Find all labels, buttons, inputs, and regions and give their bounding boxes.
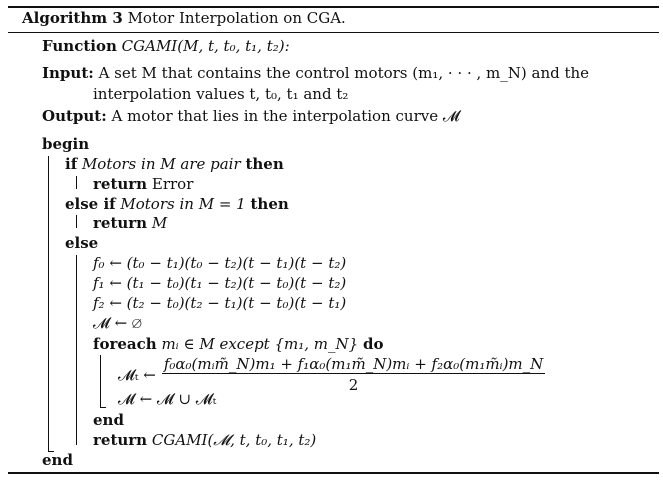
algorithm-caption xyxy=(22,9,346,27)
foreach-condition: mᵢ ∈ M except {m₁, m_N} xyxy=(161,335,359,353)
caption-title: Motor Interpolation on CGA. xyxy=(127,9,346,27)
if-condition: Motors in M are pair xyxy=(81,155,241,173)
return-keyword: return xyxy=(93,214,148,232)
input-line-1 xyxy=(42,64,589,82)
return-keyword: return xyxy=(93,431,148,449)
return-value: Error xyxy=(151,175,194,193)
if-line xyxy=(65,155,284,173)
output-label: Output: xyxy=(42,107,107,125)
return-error-line xyxy=(93,175,193,193)
return-m-line xyxy=(93,214,167,232)
function-keyword: Function xyxy=(42,37,117,55)
return-recursive-line xyxy=(93,431,316,449)
input-text-1: A set M that contains the control motors (m₁, · · · , m_N) and the xyxy=(98,64,590,82)
mt-assignment xyxy=(118,355,545,394)
input-label: Input: xyxy=(42,64,94,82)
mt-denominator: 2 xyxy=(162,373,545,394)
mt-fraction xyxy=(162,355,545,394)
caption-rule xyxy=(8,32,659,33)
top-rule xyxy=(8,6,659,8)
return-keyword: return xyxy=(93,175,148,193)
do-keyword: do xyxy=(362,335,384,353)
input-line-2: interpolation values t, t₀, t₁ and t₂ xyxy=(93,85,349,103)
elseif-block-bar xyxy=(76,215,77,228)
begin-block-bar xyxy=(48,156,49,451)
foreach-keyword: foreach xyxy=(93,335,157,353)
if-keyword: if xyxy=(65,155,78,173)
function-line xyxy=(42,37,290,55)
elseif-keyword: else if xyxy=(65,195,116,213)
foreach-block-tick xyxy=(100,407,106,408)
f1-assignment: f₁ ← (t₁ − t₀)(t₁ − t₂)(t − t₀)(t − t₂) xyxy=(93,274,347,292)
elseif-condition: Motors in M = 1 xyxy=(120,195,246,213)
then-keyword: then xyxy=(245,155,284,173)
end-foreach-keyword: end xyxy=(93,411,124,429)
f2-assignment: f₂ ← (t₂ − t₀)(t₂ − t₁)(t − t₀)(t − t₁) xyxy=(93,294,347,312)
caption-label: Algorithm 3 xyxy=(22,9,123,27)
return-value: M xyxy=(151,214,168,232)
foreach-block-bar xyxy=(100,355,101,407)
mt-lhs: 𝓜ₜ ← xyxy=(118,365,156,384)
else-keyword: else xyxy=(65,234,99,252)
union-assignment: 𝓜 ← 𝓜 ∪ 𝓜ₜ xyxy=(118,390,217,408)
mt-numerator: f₀α₀(mᵢm̃_N)m₁ + f₁α₀(m₁m̃_N)mᵢ + f₂α₀(m₁m̃ᵢ)m_N xyxy=(163,355,544,373)
then-keyword: then xyxy=(250,195,289,213)
end-keyword: end xyxy=(42,451,73,469)
else-block-bar xyxy=(76,255,77,445)
elseif-line xyxy=(65,195,289,213)
foreach-line xyxy=(93,335,383,353)
return-value: CGAMI(𝓜, t, t₀, t₁, t₂) xyxy=(151,431,317,449)
bottom-rule xyxy=(8,472,659,474)
if-block-bar xyxy=(76,176,77,189)
output-line xyxy=(42,107,460,125)
f0-assignment: f₀ ← (t₀ − t₁)(t₀ − t₂)(t − t₁)(t − t₂) xyxy=(93,254,347,272)
begin-keyword: begin xyxy=(42,135,90,153)
output-text: A motor that lies in the interpolation curve 𝓜 xyxy=(111,107,460,125)
function-signature: CGAMI(M, t, t₀, t₁, t₂): xyxy=(121,37,290,55)
m-init-assignment: 𝓜 ← ∅ xyxy=(93,314,142,332)
